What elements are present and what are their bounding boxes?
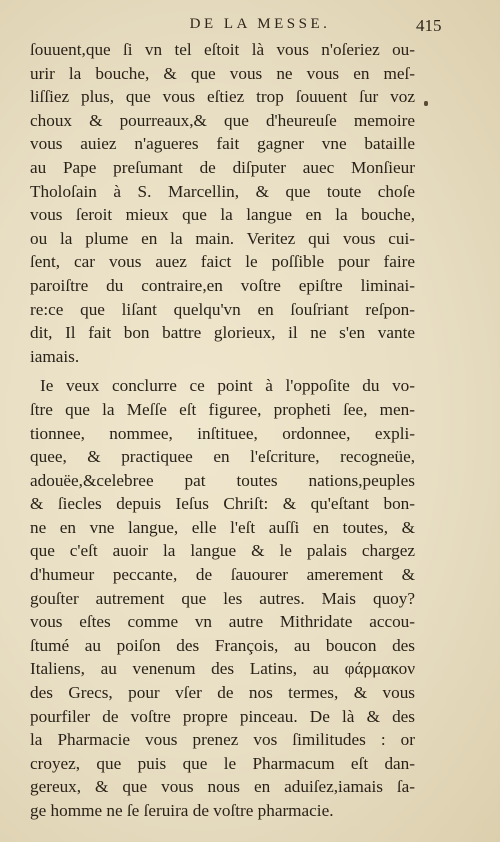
text-line: la Pharmacie vous prenez vos ſimilitudes : or [30, 730, 415, 750]
paragraph-2 [30, 374, 415, 822]
text-line: ne en vne langue, elle l'eſt auſſi en toutes, & [30, 517, 415, 537]
text-line: au Pape preſumant de diſputer auec Monſieur [30, 157, 415, 177]
text-line: re:ce que liſant quelqu'vn en ſouſriant reſpon- [30, 299, 415, 319]
text-line: Italiens, au venenum des Latins, au φάρμακον [30, 659, 415, 679]
text-line: vous auiez n'agueres fait gagner vne bataille [30, 134, 415, 154]
text-line: & ſiecles depuis Ieſus Chriſt: & qu'eſtant bon- [30, 494, 415, 514]
text-line: adouëe,&celebree pat toutes nations,peuples [30, 470, 415, 490]
paragraph-1 [30, 38, 415, 368]
text-line: quee, & practiquee en l'eſcriture, recogneüe, [30, 447, 415, 467]
text-line: paroiſtre du contraire,en voſtre epiſtre liminai- [30, 275, 415, 295]
text-line: liſſiez plus, que vous eſtiez trop ſouuent ſur voz [30, 87, 415, 107]
text-line: croyez, que puis que le Pharmacum eſt dan- [30, 753, 415, 773]
text-line: gereux, & que vous nous en aduiſez,iamais ſa- [30, 777, 415, 797]
text-line: pourfiler de voſtre propre pinceau. De là & des [30, 706, 415, 726]
text-line: dit, Il fait bon battre glorieux, il ne s'en vante [30, 323, 415, 343]
text-line: gouſter autrement que les autres. Mais quoy? [30, 588, 415, 608]
text-line: vous eſtes comme vn autre Mithridate accou- [30, 612, 415, 632]
text-line: ou la plume en la main. Veritez qui vous cui- [30, 228, 415, 248]
running-title: DE LA MESSE. [189, 16, 331, 32]
text-line: iamais. [30, 346, 80, 366]
text-line: ſtre que la Meſſe eſt figuree, propheti ſee, men- [30, 399, 415, 419]
text-line: urir la bouche, & que vous ne vous en meſ- [30, 63, 415, 83]
text-line: vous ſeroit mieux que la langue en la bouche, [30, 205, 415, 225]
text-line: Ie veux conclurre ce point à l'oppoſite du vo- [40, 376, 415, 396]
text-line: des Grecs, pour vſer de nos termes, & vous [30, 683, 415, 703]
text-line: d'humeur peccante, de ſauourer amerement & [30, 565, 415, 585]
ink-spot [424, 101, 428, 106]
text-line: ſent, car vous auez faict le poſſible pour faire [30, 252, 415, 272]
page-number: 415 [416, 16, 442, 35]
text-line: ſtumé au poiſon des François, au boucon des [30, 635, 415, 655]
text-line: ge homme ne ſe ſeruira de voſtre pharmacie. [30, 801, 334, 820]
text-line: ſouuent,que ſi vn tel eſtoit là vous n'oſeriez ou- [30, 40, 415, 59]
text-line: tionnee, nommee, inſtituee, ordonnee, expli- [30, 423, 415, 443]
text-line: que c'eſt auoir la langue & le palais chargez [30, 541, 415, 561]
text-line: Tholoſain à S. Marcellin, & que toute choſe [30, 181, 415, 201]
text-line: choux & pourreaux,& que d'heureuſe memoire [30, 110, 415, 130]
body-text [30, 38, 415, 823]
